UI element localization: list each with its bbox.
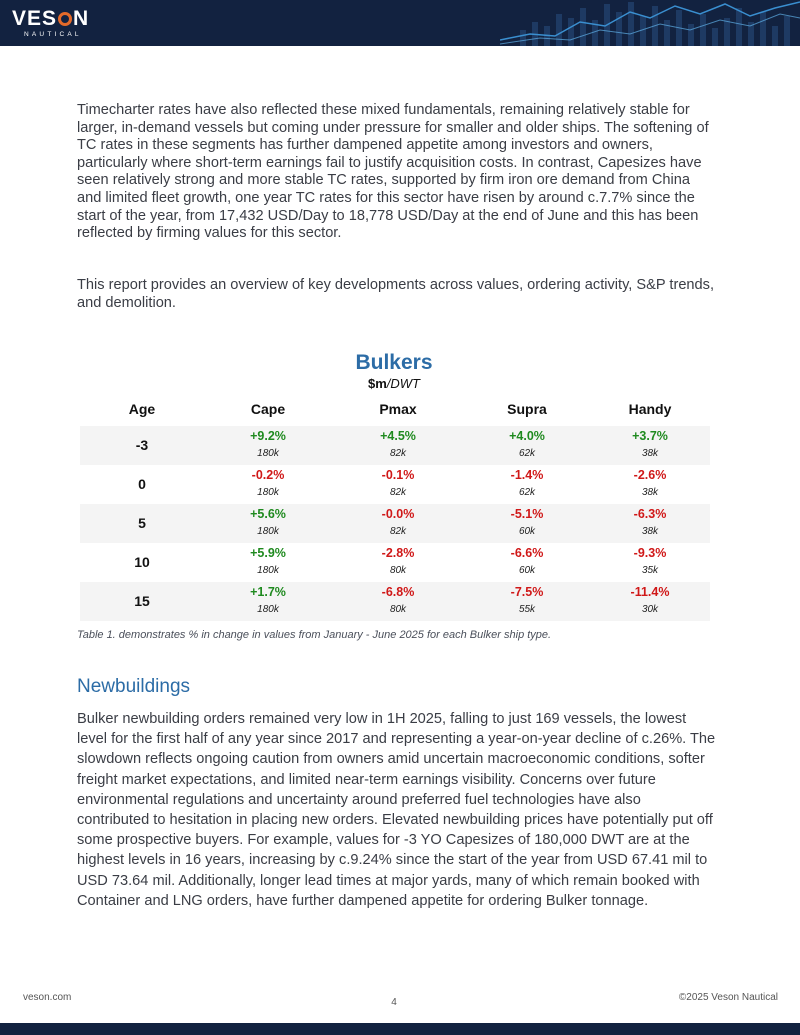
percent-change-value: -2.8%	[381, 546, 415, 560]
table-header-row	[80, 401, 710, 419]
column-header-handy: Handy	[628, 401, 672, 417]
table-cell	[595, 504, 705, 539]
table-cell	[595, 465, 705, 500]
section-title-newbuildings: Newbuildings	[77, 676, 191, 697]
table-caption: Table 1. demonstrates % in change in values from January - June 2025 for each Bulker ship type.	[77, 629, 552, 641]
percent-change-value: -11.4%	[630, 585, 670, 599]
table-cell	[472, 426, 582, 461]
row-age-label: 0	[138, 476, 146, 492]
table-row	[80, 582, 710, 621]
table-cell	[595, 582, 705, 617]
logo-o-ring-icon	[58, 12, 72, 26]
percent-change-value: +1.7%	[250, 585, 286, 599]
dwt-size-value: 60k	[518, 565, 536, 576]
percent-change-value: -2.6%	[633, 468, 667, 482]
table-row	[80, 504, 710, 543]
logo-word-start: VES	[12, 7, 58, 30]
dwt-size-value: 82k	[389, 448, 407, 459]
percent-change-value: -7.5%	[510, 585, 544, 599]
table-cell	[472, 504, 582, 539]
table-row	[80, 426, 710, 465]
dwt-size-value: 38k	[641, 526, 659, 537]
percent-change-value: +4.5%	[380, 429, 416, 443]
table-cell	[343, 504, 453, 539]
percent-change-value: +5.6%	[250, 507, 286, 521]
footer-copyright: ©2025 Veson Nautical	[678, 992, 778, 1003]
table-cell	[213, 504, 323, 539]
percent-change-value: -0.2%	[251, 468, 285, 482]
column-header-age: Age	[128, 401, 156, 417]
percent-change-value: +3.7%	[632, 429, 668, 443]
percent-change-value: -9.3%	[633, 546, 667, 560]
row-age-label: 5	[138, 515, 146, 531]
column-header-supra: Supra	[507, 401, 547, 417]
footer-page-number: 4	[391, 997, 397, 1008]
dwt-size-value: 62k	[518, 448, 536, 459]
table-row	[80, 543, 710, 582]
percent-change-value: +4.0%	[509, 429, 545, 443]
dwt-size-value: 180k	[257, 526, 279, 537]
page-header	[0, 0, 800, 46]
row-age-label: 10	[134, 554, 150, 570]
table-cell	[472, 543, 582, 578]
percent-change-value: +5.9%	[250, 546, 286, 560]
dwt-size-value: 180k	[257, 565, 279, 576]
dwt-size-value: 80k	[389, 565, 407, 576]
dwt-size-value: 38k	[641, 448, 659, 459]
dwt-size-value: 60k	[518, 526, 536, 537]
table-subtitle-unit: $m	[367, 376, 387, 391]
table-cell	[343, 465, 453, 500]
column-header-pmax: Pmax	[379, 401, 417, 417]
table-cell	[213, 426, 323, 461]
dwt-size-value: 180k	[257, 604, 279, 615]
percent-change-value: +9.2%	[250, 429, 286, 443]
dwt-size-value: 55k	[518, 604, 536, 615]
row-age-label: -3	[135, 437, 149, 453]
table-title: Bulkers	[355, 351, 433, 374]
table-cell	[472, 582, 582, 617]
table-cell	[472, 465, 582, 500]
header-chart-decoration	[500, 0, 800, 46]
table-subtitle-per: /DWT	[386, 376, 420, 391]
dwt-size-value: 80k	[389, 604, 407, 615]
table-body	[80, 426, 710, 621]
percent-change-value: -0.1%	[381, 468, 415, 482]
dwt-size-value: 82k	[389, 526, 407, 537]
table-cell	[213, 582, 323, 617]
table-cell	[343, 426, 453, 461]
paragraph-newbuildings: Bulker newbuilding orders remained very low in 1H 2025, falling to just 169 vessels, the lowest level for the first half of any year since 2017 and representing a year-on-year decline of c.26%. The slowdown reflects ongoing caution from owners amid uncertain macroeconomic conditions, softer freight market expectations, and limited near-term earnings visibility. Concerns over future environmental regulations and uncertainty around preferred fuel technologies have also contributed to hesitation in placing new orders. Elevated newbuilding prices have potentially put off some prospective buyers. For example, values for -3 YO Capesizes of 180,000 DWT are at the highest levels in 16 years, increasing by c.9.24% since the start of the year from USD 67.41 mil to USD 73.64 mil. Additionally, longer lead times at major yards, many of which remain booked with Container and LNG orders, have further dampened appetite for ordering Bulker tonnage.	[77, 711, 716, 909]
footer-website: veson.com	[23, 992, 72, 1003]
veson-logo	[12, 8, 89, 38]
dwt-size-value: 62k	[518, 487, 536, 498]
table-row	[80, 465, 710, 504]
dwt-size-value: 30k	[641, 604, 659, 615]
logo-wordmark	[12, 8, 89, 30]
table-cell	[595, 426, 705, 461]
logo-subtitle: NAUTICAL	[24, 31, 82, 38]
logo-word-end: N	[73, 7, 90, 30]
table-cell	[595, 543, 705, 578]
dwt-size-value: 38k	[641, 487, 659, 498]
dwt-size-value: 82k	[389, 487, 407, 498]
paragraph-overview: This report provides an overview of key developments across values, ordering activity, S&P trends, and demolition.	[77, 277, 715, 311]
dwt-size-value: 180k	[257, 487, 279, 498]
table-cell	[213, 465, 323, 500]
percent-change-value: -5.1%	[510, 507, 544, 521]
column-header-cape: Cape	[250, 401, 286, 417]
row-age-label: 15	[134, 593, 150, 609]
table-cell	[343, 582, 453, 617]
table-cell	[213, 543, 323, 578]
percent-change-value: -6.3%	[633, 507, 667, 521]
dwt-size-value: 180k	[257, 448, 279, 459]
dwt-size-value: 35k	[641, 565, 659, 576]
table-subtitle	[0, 376, 788, 391]
percent-change-value: -1.4%	[510, 468, 544, 482]
percent-change-value: -6.8%	[381, 585, 415, 599]
paragraph-timecharter: Timecharter rates have also reflected these mixed fundamentals, remaining relatively stable for larger, in-demand vessels but coming under pressure for smaller and older ships. The softening of TC rates in these segments has further dampened appetite among investors and owners, particularly where short-term earnings fail to justify acquisition costs. In contrast, Capesizes have seen relatively strong and more stable TC rates, supported by firm iron ore demand from China and limited fleet growth, one year TC rates for this sector have risen by around c.7.7% since the start of the year, from 17,432 USD/Day to 18,778 USD/Day at the end of June and this has been reflected by firming values for this sector.	[77, 102, 709, 242]
footer-bar	[0, 1023, 800, 1035]
percent-change-value: -6.6%	[510, 546, 544, 560]
percent-change-value: -0.0%	[381, 507, 415, 521]
table-cell	[343, 543, 453, 578]
